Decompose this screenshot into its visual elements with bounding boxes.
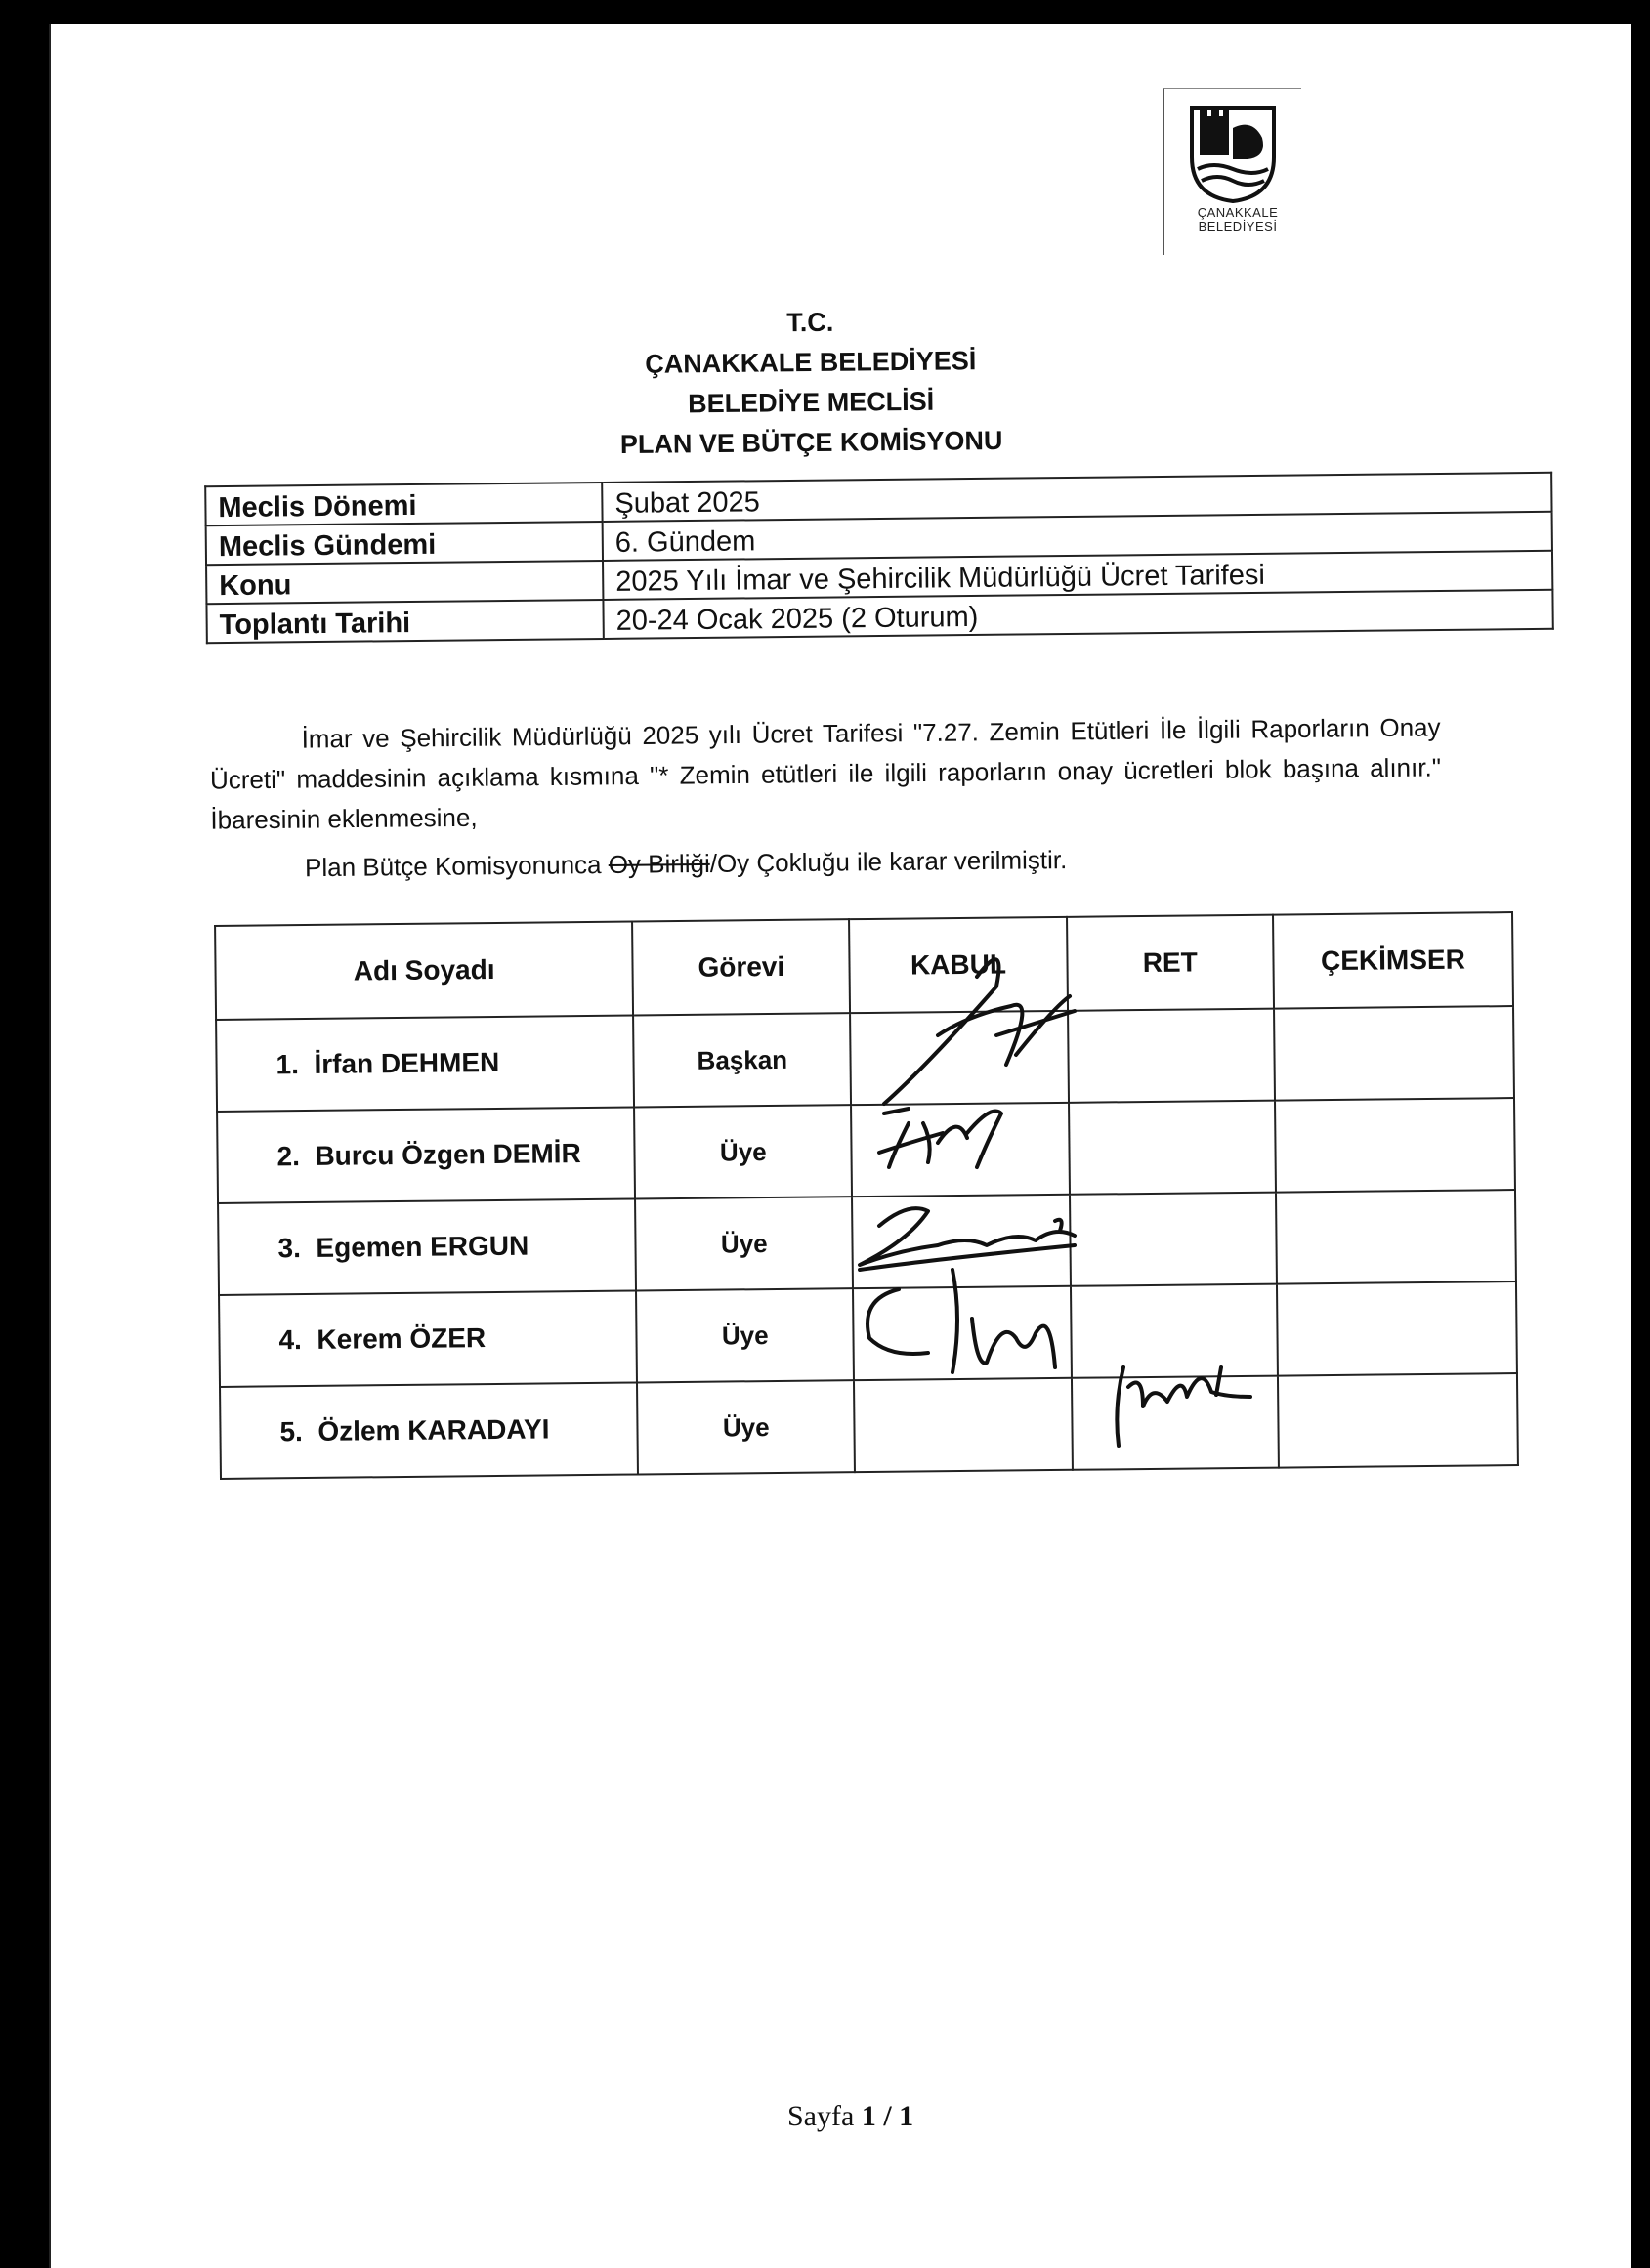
header-name: Adı Soyadı bbox=[215, 921, 633, 1019]
decision-suffix: /Oy Çokluğu ile karar verilmiştir. bbox=[709, 845, 1068, 878]
info-key: Toplantı Tarihi bbox=[206, 600, 603, 643]
body-paragraph: İmar ve Şehircilik Müdürlüğü 2025 yılı Ücret Tarifesi "7.27. Zemin Etütleri İle İlgili Raporların Onay Ücreti" maddesinin açıklama kısmına "* Zemin etütleri ile ilgili raporların onay ücretleri blok başına alınır." İbaresinin eklenmesine, bbox=[209, 712, 1442, 835]
footer-prefix: Sayfa bbox=[787, 2100, 862, 2132]
member-role: Üye bbox=[635, 1197, 853, 1290]
member-role: Başkan bbox=[633, 1013, 851, 1107]
member-name-text: Özlem KARADAYI bbox=[317, 1413, 550, 1447]
member-role: Üye bbox=[634, 1105, 852, 1198]
decision-struck-text: Oy Birliği bbox=[608, 848, 710, 879]
info-value: 2025 Yılı İmar ve Şehircilik Müdürlüğü Ücret Tarifesi bbox=[603, 551, 1552, 600]
info-key: Meclis Dönemi bbox=[205, 483, 602, 525]
info-key: Meclis Gündemi bbox=[206, 522, 603, 565]
decision-prefix: Plan Bütçe Komisyonunca bbox=[304, 849, 609, 883]
header-role: Görevi bbox=[632, 919, 850, 1015]
member-name-text: Egemen ERGUN bbox=[316, 1230, 529, 1263]
signature-5 bbox=[1117, 1367, 1250, 1446]
logo-text-line2: BELEDİYESİ bbox=[1198, 219, 1278, 233]
info-key: Konu bbox=[206, 561, 603, 604]
info-value: 6. Gündem bbox=[603, 512, 1552, 561]
member-name-text: İrfan DEHMEN bbox=[314, 1046, 500, 1079]
member-name-text: Kerem ÖZER bbox=[317, 1323, 487, 1355]
signature-3 bbox=[860, 1208, 1075, 1270]
member-no: 5. bbox=[279, 1416, 304, 1448]
header-reject: RET bbox=[1067, 915, 1274, 1011]
header-accept: KABUL bbox=[849, 917, 1067, 1013]
member-no: 3. bbox=[277, 1233, 302, 1264]
logo-text-line1: ÇANAKKALE bbox=[1197, 205, 1279, 220]
signature-2 bbox=[879, 1109, 1001, 1167]
member-name-text: Burcu Özgen DEMİR bbox=[315, 1138, 581, 1171]
info-value: Şubat 2025 bbox=[602, 473, 1551, 522]
signature-4 bbox=[867, 1270, 1055, 1372]
header-line-municipality: ÇANAKKALE BELEDİYESİ bbox=[645, 346, 977, 379]
signature-1 bbox=[884, 959, 1075, 1104]
page-footer bbox=[787, 2100, 913, 2133]
header-line-commission: PLAN VE BÜTÇE KOMİSYONU bbox=[619, 425, 1003, 460]
info-value: 20-24 Ocak 2025 (2 Oturum) bbox=[603, 590, 1552, 639]
page-number: 1 / 1 bbox=[861, 2100, 914, 2132]
header-abstain: ÇEKİMSER bbox=[1273, 912, 1513, 1009]
member-no: 1. bbox=[275, 1049, 300, 1080]
member-no: 4. bbox=[278, 1324, 303, 1356]
member-role: Üye bbox=[636, 1288, 854, 1382]
member-no: 2. bbox=[276, 1141, 301, 1172]
header-line-tc: T.C. bbox=[786, 307, 834, 338]
header-line-council: BELEDİYE MECLİSİ bbox=[688, 386, 935, 419]
member-role: Üye bbox=[637, 1380, 855, 1474]
